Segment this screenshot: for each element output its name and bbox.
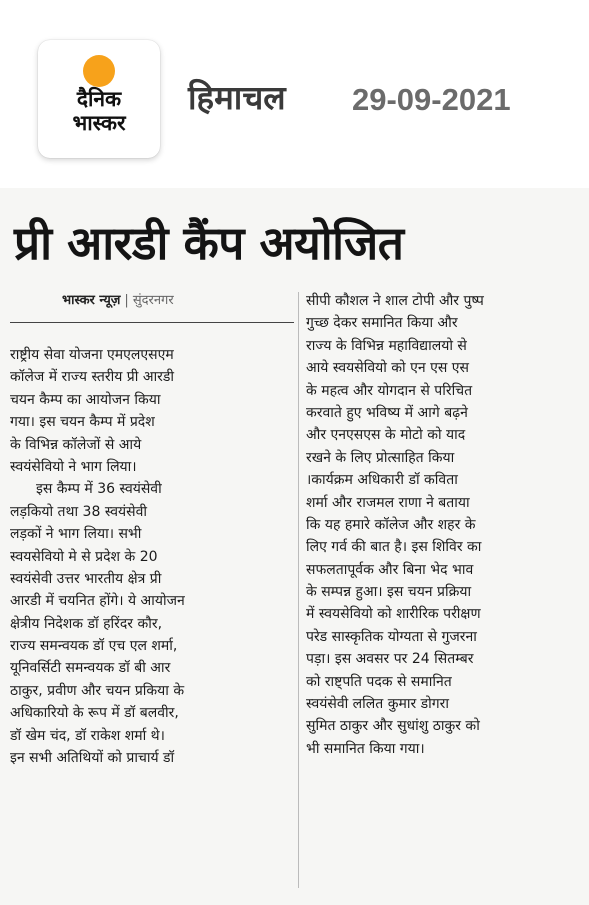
- article-line: आरडी में चयनित होंगे। ये आयोजन: [10, 593, 185, 610]
- dainik-bhaskar-logo: [38, 40, 160, 158]
- article-line: क्षेत्रीय निदेशक डॉ हरिंदर कौर,: [10, 615, 163, 632]
- article-line: राष्ट्रीय सेवा योजना एमएलएसएम: [10, 347, 174, 363]
- article-line: राज्य के विभिन्न महाविद्यालयो से: [306, 337, 467, 354]
- byline-rule: [10, 322, 294, 323]
- article-line: स्वयसेवियो मे से प्रदेश के 20: [10, 548, 158, 565]
- article-line: यूनिवर्सिटी समन्वयक डॉ बी आर: [10, 660, 171, 677]
- article-line: गुच्छ देकर समानित किया और: [306, 315, 458, 332]
- article-line: कि यह हमारे कॉलेज और शहर के: [306, 516, 476, 533]
- article-line: इस कैम्प में 36 स्वयंसेवी: [36, 481, 162, 498]
- column-divider: [298, 292, 299, 888]
- article-line: स्वयंसेवियो ने भाग लिया।: [10, 458, 137, 475]
- article-line: सफलतापूर्वक और बिना भेद भाव: [306, 561, 474, 578]
- article-line: लड़कों ने भाग लिया। सभी: [10, 526, 142, 543]
- article-line: परेड सास्कृतिक योग्यता से गुजरना: [306, 628, 477, 645]
- article-line: पड़ा। इस अवसर पर 24 सितम्बर: [306, 651, 474, 668]
- article-line: शर्मा और राजमल राणा ने बताया: [306, 494, 470, 511]
- article-line: राज्य समन्वयक डॉ एच एल शर्मा,: [10, 638, 178, 655]
- article-line: के महत्व और योगदान से परिचित: [306, 382, 473, 399]
- article-line: में स्वयसेवियो को शारीरिक परीक्षण: [306, 606, 481, 623]
- logo-text-line1: दैनिक: [76, 87, 122, 111]
- article-line: आये स्वयसेवियो को एन एस एस: [306, 360, 469, 377]
- article-line: अधिकारियो के रूप में डॉ बलवीर,: [10, 705, 179, 722]
- article-line: के विभिन्न कॉलेजों से आये: [10, 436, 142, 453]
- article-column-right: [306, 290, 582, 760]
- article-line: चयन कैम्प का आयोजन किया: [10, 391, 161, 408]
- article-line: लड़कियो तथा 38 स्वयंसेवी: [10, 503, 148, 520]
- sun-icon: [83, 55, 115, 87]
- byline-source: भास्कर न्यूज़: [62, 293, 121, 308]
- article-line: ठाकुर, प्रवीण और चयन प्रकिया के: [10, 682, 185, 699]
- article-line: इन सभी अतिथियों को प्राचार्य डॉ: [10, 750, 175, 767]
- article-line: और एनएसएस के मोटो को याद: [306, 427, 466, 444]
- article-line: ।कार्यक्रम अधिकारी डॉ कविता: [306, 472, 458, 489]
- article-line: के सम्पन्न हुआ। इस चयन प्रक्रिया: [306, 584, 472, 601]
- article-line: भी समानित किया गया।: [306, 740, 425, 757]
- article-line: को राष्ट्पति पदक से समानित: [306, 673, 452, 690]
- article-line: गया। इस चयन कैम्प में प्रदेश: [10, 414, 155, 431]
- byline-separator: |: [124, 293, 129, 308]
- article-headline: प्री आरडी कैंप अयोजित: [14, 216, 404, 270]
- byline-place: सुंदरनगर: [132, 293, 174, 308]
- article-line: करवाते हुए भविष्य में आगे बढ़ने: [306, 404, 468, 421]
- article-line: स्वयंसेवी ललित कुमार डोगरा: [306, 696, 449, 713]
- article-line: लिए गर्व की बात है। इस शिविर का: [306, 539, 482, 556]
- logo-text-line2: भास्कर: [72, 111, 126, 135]
- region-label: हिमाचल: [188, 78, 286, 117]
- article-line: स्वयंसेवी उत्तर भारतीय क्षेत्र प्री: [10, 570, 162, 587]
- article-line: सीपी कौशल ने शाल टोपी और पुष्प: [306, 293, 484, 309]
- article-line: सुमित ठाकुर और सुधांशु ठाकुर को: [306, 718, 480, 735]
- article-line: रखने के लिए प्रोत्साहित किया: [306, 449, 455, 466]
- byline: [62, 290, 174, 308]
- publication-date: 29-09-2021: [352, 82, 511, 117]
- article-line: डॉ खेम चंद, डॉ राकेश शर्मा थे।: [10, 727, 165, 744]
- article-line: कॉलेज में राज्य स्तरीय प्री आरडी: [10, 369, 175, 386]
- article-column-left: [10, 344, 294, 769]
